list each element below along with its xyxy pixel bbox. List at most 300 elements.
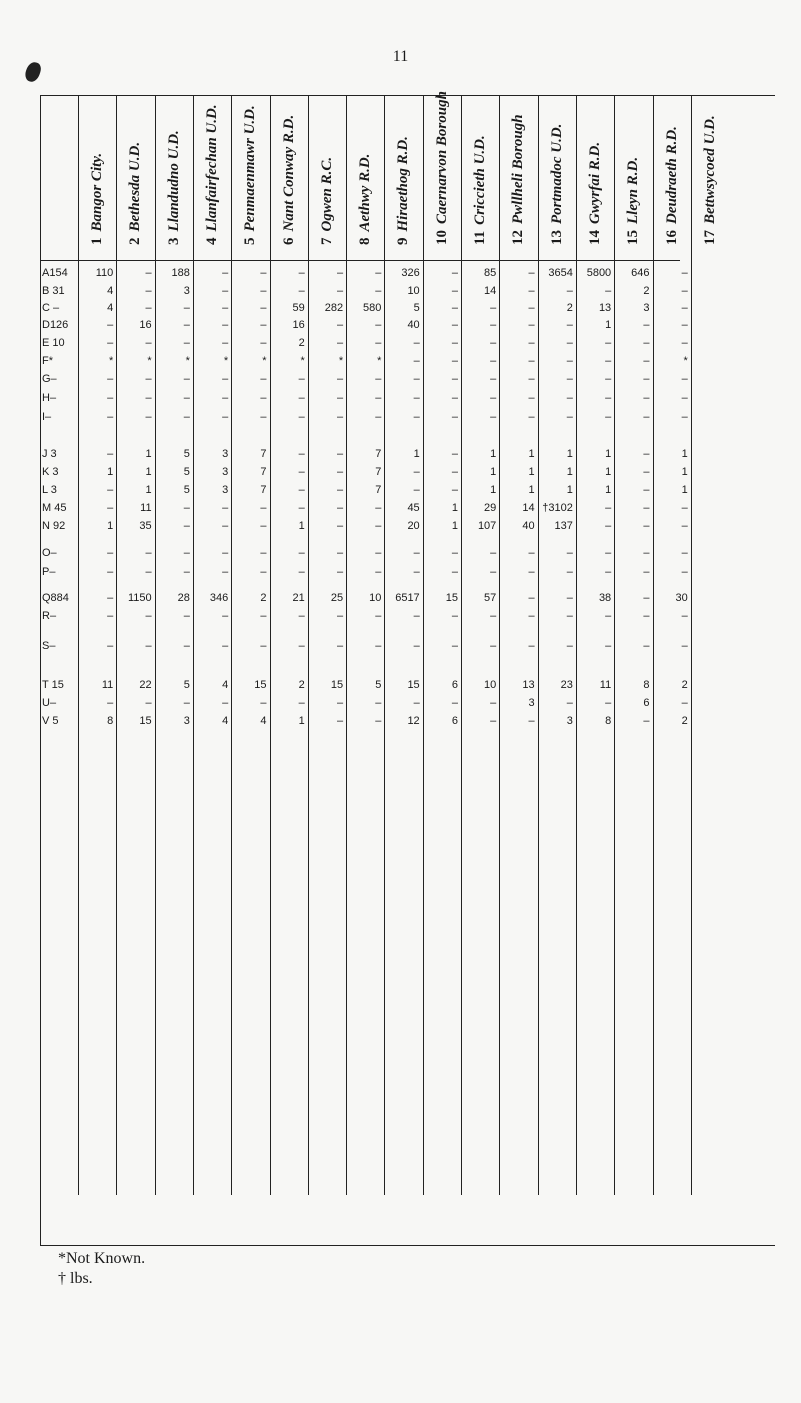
table-cell: – bbox=[107, 566, 114, 578]
table-cell: 1 bbox=[528, 484, 535, 496]
row-label: E 10 bbox=[42, 337, 65, 349]
table-cell: – bbox=[605, 566, 612, 578]
table-cell: – bbox=[375, 715, 382, 727]
table-cell: – bbox=[107, 411, 114, 423]
row-label: L 3 bbox=[42, 484, 57, 496]
table-cell: – bbox=[413, 392, 420, 404]
table-cell: 3 bbox=[183, 285, 190, 297]
column-number: 16 bbox=[663, 230, 680, 245]
table-cell: – bbox=[375, 502, 382, 514]
row-label: R– bbox=[42, 610, 57, 622]
column-rule bbox=[691, 95, 692, 1195]
table-cell: – bbox=[183, 337, 190, 349]
table-cell: – bbox=[566, 610, 573, 622]
table-cell: * bbox=[338, 355, 344, 367]
table-cell: – bbox=[298, 285, 305, 297]
table-cell: – bbox=[643, 640, 650, 652]
column-name: Caernarvon Borough bbox=[433, 91, 450, 224]
table-cell: 11 bbox=[599, 679, 612, 691]
table-cell: – bbox=[222, 547, 229, 559]
table-cell: 1 bbox=[605, 484, 612, 496]
table-cell: 4 bbox=[222, 715, 229, 727]
table-cell: 1 bbox=[490, 466, 497, 478]
table-cell: – bbox=[145, 640, 152, 652]
table-cell: – bbox=[490, 392, 497, 404]
column-name: Gwyrfai R.D. bbox=[586, 141, 603, 224]
table-cell: – bbox=[260, 267, 267, 279]
table-cell: – bbox=[681, 373, 688, 385]
table-cell: – bbox=[490, 355, 497, 367]
table-cell: – bbox=[222, 610, 229, 622]
table-cell: – bbox=[413, 355, 420, 367]
table-cell: 3 bbox=[183, 715, 190, 727]
column-name: Lleyn R.D. bbox=[625, 156, 642, 224]
table-cell: * bbox=[185, 355, 190, 367]
table-cell: 1 bbox=[451, 502, 458, 514]
table-cell: – bbox=[413, 484, 420, 496]
table-cell: – bbox=[260, 337, 267, 349]
table-cell: 1 bbox=[298, 715, 305, 727]
table-cell: 6 bbox=[643, 697, 650, 709]
column-header bbox=[280, 115, 298, 245]
table-cell: 5 bbox=[183, 466, 190, 478]
table-cell: – bbox=[490, 337, 497, 349]
column-name: Bettwsycoed U.D. bbox=[701, 115, 718, 224]
table-cell: – bbox=[298, 411, 305, 423]
table-cell: 1 bbox=[605, 448, 612, 460]
table-cell: – bbox=[336, 392, 344, 404]
table-cell: 28 bbox=[177, 592, 190, 604]
table-cell: – bbox=[643, 411, 650, 423]
row-label: B 31 bbox=[42, 285, 65, 297]
table-cell: – bbox=[298, 566, 305, 578]
table-cell: 10 bbox=[484, 679, 497, 691]
table-cell: – bbox=[298, 502, 305, 514]
table-cell: – bbox=[336, 520, 344, 532]
table-cell: – bbox=[643, 520, 650, 532]
table-cell: 11 bbox=[140, 502, 152, 514]
table-cell: – bbox=[298, 547, 305, 559]
table-cell: 326 bbox=[401, 267, 420, 279]
table-cell: – bbox=[260, 520, 267, 532]
table-cell: 110 bbox=[95, 267, 114, 279]
table-cell: – bbox=[107, 502, 114, 514]
column-number: 11 bbox=[472, 230, 488, 245]
table-cell: – bbox=[336, 484, 344, 496]
table-cell: – bbox=[451, 355, 458, 367]
table-cell: – bbox=[490, 715, 497, 727]
table-cell: – bbox=[336, 640, 344, 652]
table-cell: – bbox=[222, 566, 229, 578]
table-cell: 11 bbox=[101, 679, 114, 691]
table-cell: – bbox=[260, 319, 267, 331]
table-cell: 7 bbox=[260, 448, 267, 460]
table-cell: 1 bbox=[413, 448, 420, 460]
table-cell: 2 bbox=[298, 337, 305, 349]
table-cell: – bbox=[260, 697, 267, 709]
table-cell: – bbox=[222, 697, 229, 709]
table-cell: – bbox=[413, 547, 420, 559]
table-cell: 1 bbox=[145, 448, 152, 460]
row-label: P– bbox=[42, 566, 56, 578]
table-cell: – bbox=[605, 411, 612, 423]
table-cell: 2 bbox=[566, 302, 573, 314]
table-cell: – bbox=[451, 566, 458, 578]
table-cell: – bbox=[451, 319, 458, 331]
row-label: Q884 bbox=[42, 592, 69, 604]
table-cell: 4 bbox=[107, 302, 114, 314]
table-cell: * bbox=[147, 355, 152, 367]
footnote-not-known: *Not Known. bbox=[58, 1250, 146, 1267]
table-cell: 1 bbox=[451, 520, 458, 532]
column-number: 3 bbox=[165, 237, 182, 245]
table-cell: – bbox=[566, 373, 573, 385]
table-cell: – bbox=[375, 610, 382, 622]
column-number: 15 bbox=[625, 230, 642, 245]
table-cell: – bbox=[183, 411, 190, 423]
column-name: Pwllheli Borough bbox=[510, 114, 527, 224]
table-cell: 5 bbox=[183, 679, 190, 691]
table-cell: – bbox=[107, 592, 114, 604]
table-cell: – bbox=[681, 302, 688, 314]
table-cell: 1 bbox=[528, 448, 535, 460]
table-cell: – bbox=[336, 697, 344, 709]
table-cell: – bbox=[528, 547, 535, 559]
table-cell: – bbox=[681, 411, 688, 423]
table-cell: 3 bbox=[222, 466, 229, 478]
table-cell: – bbox=[375, 640, 382, 652]
footnote-lbs: † lbs. bbox=[58, 1270, 93, 1287]
table-cell: 20 bbox=[407, 520, 420, 532]
table-cell: 16 bbox=[292, 319, 305, 331]
table-cell: 10 bbox=[407, 285, 420, 297]
table-cell: – bbox=[490, 547, 497, 559]
column-number: 9 bbox=[395, 237, 412, 245]
table-cell: – bbox=[643, 319, 650, 331]
table-cell: – bbox=[490, 640, 497, 652]
table-cell: – bbox=[183, 373, 190, 385]
table-cell: – bbox=[681, 610, 688, 622]
table-cell: 3 bbox=[222, 484, 229, 496]
table-cell: – bbox=[490, 697, 497, 709]
table-cell: 2 bbox=[260, 592, 267, 604]
table-cell: – bbox=[260, 547, 267, 559]
table-cell: 45 bbox=[407, 502, 420, 514]
column-name: Aethwy R.D. bbox=[357, 153, 374, 232]
row-label: H– bbox=[42, 392, 57, 404]
table-cell: – bbox=[107, 448, 114, 460]
table-cell: 1 bbox=[490, 484, 497, 496]
table-cell: 5 bbox=[413, 302, 420, 314]
column-number: 5 bbox=[242, 237, 259, 245]
table-cell: 8 bbox=[643, 679, 650, 691]
table-cell: – bbox=[643, 502, 650, 514]
table-cell: – bbox=[643, 484, 650, 496]
table-cell: – bbox=[528, 337, 535, 349]
table-cell: – bbox=[528, 640, 535, 652]
table-cell: 22 bbox=[139, 679, 152, 691]
table-cell: 6 bbox=[451, 715, 458, 727]
table-cell: 85 bbox=[484, 267, 497, 279]
table-cell: – bbox=[643, 610, 650, 622]
column-number: 2 bbox=[127, 237, 144, 245]
table-cell: – bbox=[566, 392, 573, 404]
table-cell: – bbox=[107, 319, 114, 331]
table-cell: – bbox=[260, 285, 267, 297]
table-cell: 35 bbox=[139, 520, 152, 532]
table-cell: – bbox=[566, 547, 573, 559]
table-cell: – bbox=[222, 502, 229, 514]
column-header bbox=[663, 115, 681, 245]
table-cell: – bbox=[145, 285, 152, 297]
table-cell: – bbox=[336, 337, 344, 349]
table-cell: * bbox=[223, 355, 229, 367]
table-cell: – bbox=[260, 640, 267, 652]
table-cell: – bbox=[336, 319, 344, 331]
table-cell: 2 bbox=[298, 679, 305, 691]
table-cell: – bbox=[681, 502, 688, 514]
column-header bbox=[624, 115, 642, 245]
table-cell: – bbox=[222, 337, 229, 349]
table-cell: – bbox=[605, 610, 612, 622]
table-cell: – bbox=[375, 547, 382, 559]
table-cell: – bbox=[336, 715, 344, 727]
table-cell: 6517 bbox=[395, 592, 420, 604]
table-cell: 3 bbox=[643, 302, 650, 314]
row-label: J 3 bbox=[42, 448, 57, 460]
table-cell: – bbox=[145, 373, 152, 385]
table-cell: 7 bbox=[375, 484, 382, 496]
table-cell: – bbox=[298, 484, 305, 496]
table-cell: – bbox=[490, 411, 497, 423]
table-cell: – bbox=[643, 392, 650, 404]
table-cell: – bbox=[451, 411, 458, 423]
table-cell: – bbox=[183, 697, 190, 709]
table-cell: – bbox=[528, 267, 535, 279]
table-cell: – bbox=[375, 392, 382, 404]
table-cell: – bbox=[643, 566, 650, 578]
row-label: S– bbox=[42, 640, 56, 652]
table-cell: * bbox=[300, 355, 305, 367]
table-cell: 1 bbox=[107, 466, 114, 478]
page-number: 11 bbox=[392, 48, 409, 65]
table-cell: * bbox=[683, 355, 688, 367]
table-cell: – bbox=[222, 302, 229, 314]
column-name: Nant Conway R.D. bbox=[280, 114, 297, 232]
table-cell: – bbox=[298, 448, 305, 460]
table-cell: – bbox=[183, 520, 190, 532]
table-cell: 30 bbox=[675, 592, 688, 604]
table-cell: – bbox=[375, 319, 382, 331]
row-label: T 15 bbox=[42, 679, 64, 691]
table-cell: 1 bbox=[145, 466, 152, 478]
table-cell: – bbox=[336, 566, 344, 578]
row-label: I– bbox=[42, 411, 52, 423]
table-cell: – bbox=[605, 502, 612, 514]
table-cell: 4 bbox=[222, 679, 229, 691]
table-cell: – bbox=[681, 267, 688, 279]
table-cell: – bbox=[145, 337, 152, 349]
table-cell: 107 bbox=[477, 520, 497, 532]
column-number: 1 bbox=[89, 237, 105, 245]
table-cell: 16 bbox=[139, 319, 152, 331]
table-cell: – bbox=[451, 448, 458, 460]
column-number: 10 bbox=[433, 230, 450, 245]
table-cell: 38 bbox=[598, 592, 612, 604]
row-label: F* bbox=[42, 355, 53, 367]
table-cell: – bbox=[451, 640, 458, 652]
table-cell: – bbox=[528, 319, 535, 331]
table-cell: – bbox=[298, 640, 305, 652]
table-cell: – bbox=[145, 411, 152, 423]
table-cell: – bbox=[528, 566, 535, 578]
table-cell: 23 bbox=[560, 679, 573, 691]
table-cell: – bbox=[222, 267, 229, 279]
table-cell: – bbox=[375, 520, 382, 532]
table-cell: 59 bbox=[292, 302, 305, 314]
table-cell: 1 bbox=[298, 520, 305, 532]
table-cell: – bbox=[528, 715, 535, 727]
table-cell: – bbox=[183, 547, 190, 559]
table-cell: – bbox=[605, 697, 612, 709]
column-header bbox=[165, 115, 183, 245]
table-cell: 3654 bbox=[548, 267, 573, 279]
table-cell: – bbox=[260, 610, 267, 622]
table-cell: 1 bbox=[566, 448, 573, 460]
table-cell: – bbox=[681, 697, 688, 709]
table-cell: – bbox=[605, 640, 612, 652]
table-cell: – bbox=[183, 566, 190, 578]
table-cell: – bbox=[528, 285, 535, 297]
table-cell: – bbox=[107, 547, 114, 559]
table-cell: 1 bbox=[490, 448, 497, 460]
table-cell: 10 bbox=[369, 592, 382, 604]
table-cell: – bbox=[336, 466, 344, 478]
table-cell: – bbox=[260, 373, 267, 385]
table-cell: 2 bbox=[681, 679, 688, 691]
table-cell: – bbox=[643, 592, 650, 604]
table-cell: – bbox=[107, 697, 114, 709]
table-cell: – bbox=[490, 566, 497, 578]
column-number: 4 bbox=[203, 237, 220, 245]
table-cell: 1 bbox=[681, 448, 688, 460]
table-cell: – bbox=[528, 392, 535, 404]
table-cell: – bbox=[451, 302, 458, 314]
table-cell: – bbox=[566, 592, 573, 604]
table-cell: – bbox=[336, 502, 344, 514]
table-cell: – bbox=[490, 610, 497, 622]
table-cell: – bbox=[566, 566, 573, 578]
table-cell: – bbox=[413, 466, 420, 478]
table-cell: 1150 bbox=[127, 592, 152, 604]
table-cell: – bbox=[298, 466, 305, 478]
table-cell: – bbox=[413, 337, 420, 349]
table-cell: 15 bbox=[254, 679, 267, 691]
table-cell: – bbox=[336, 411, 344, 423]
table-cell: * bbox=[262, 355, 267, 367]
table-cell: – bbox=[681, 547, 688, 559]
table-cell: 1 bbox=[107, 520, 114, 532]
table-cell: 15 bbox=[407, 679, 420, 691]
table-cell: – bbox=[413, 411, 420, 423]
table-cell: – bbox=[375, 566, 382, 578]
table-cell: – bbox=[298, 610, 305, 622]
table-cell: – bbox=[490, 373, 497, 385]
table-cell: 25 bbox=[330, 592, 344, 604]
table-cell: – bbox=[336, 448, 344, 460]
column-name: Portmadoc U.D. bbox=[548, 123, 565, 224]
row-label: K 3 bbox=[42, 466, 59, 478]
table-cell: – bbox=[298, 697, 305, 709]
table-cell: – bbox=[145, 267, 152, 279]
table-cell: – bbox=[451, 466, 458, 478]
table-cell: – bbox=[413, 640, 420, 652]
table-cell: – bbox=[183, 392, 190, 404]
column-number: 8 bbox=[357, 237, 374, 245]
table-cell: – bbox=[566, 319, 573, 331]
table-cell: – bbox=[681, 319, 688, 331]
table-cell: – bbox=[260, 566, 267, 578]
table-cell: – bbox=[375, 337, 382, 349]
table-cell: 6 bbox=[451, 679, 458, 691]
table-cell: – bbox=[298, 267, 305, 279]
table-cell: – bbox=[566, 411, 573, 423]
table-cell: – bbox=[643, 355, 650, 367]
table-cell: 1 bbox=[145, 484, 152, 496]
table-cell: – bbox=[107, 337, 114, 349]
table-cell: – bbox=[336, 285, 344, 297]
table-cell: – bbox=[375, 267, 382, 279]
table-cell: – bbox=[222, 392, 229, 404]
table-cell: 1 bbox=[681, 484, 688, 496]
table-cell: 21 bbox=[292, 592, 305, 604]
column-header bbox=[548, 115, 566, 245]
table-cell: 188 bbox=[171, 267, 190, 279]
table-cell: – bbox=[336, 373, 344, 385]
table-cell: 13 bbox=[522, 679, 535, 691]
table-cell: – bbox=[605, 520, 612, 532]
header-bottom-rule bbox=[40, 260, 680, 261]
table-cell: 2 bbox=[681, 715, 688, 727]
table-cell: 5 bbox=[375, 679, 382, 691]
table-cell: – bbox=[413, 697, 420, 709]
table-cell: – bbox=[681, 392, 688, 404]
table-cell: – bbox=[183, 502, 190, 514]
table-cell: 580 bbox=[363, 302, 382, 314]
table-cell: – bbox=[605, 392, 612, 404]
table-cell: – bbox=[566, 337, 573, 349]
table-cell: 7 bbox=[260, 484, 267, 496]
table-cell: – bbox=[145, 547, 152, 559]
table-cell: 5 bbox=[183, 448, 190, 460]
table-cell: – bbox=[183, 610, 190, 622]
table-cell: – bbox=[566, 697, 573, 709]
table-cell: – bbox=[145, 697, 152, 709]
table-cell: – bbox=[605, 547, 612, 559]
table-cell: – bbox=[107, 484, 114, 496]
row-label: V 5 bbox=[42, 715, 59, 727]
column-name: Llandudno U.D. bbox=[165, 130, 182, 232]
row-label: G– bbox=[42, 373, 57, 385]
table-cell: – bbox=[643, 466, 650, 478]
table-cell: – bbox=[375, 411, 382, 423]
row-label: O– bbox=[42, 547, 57, 559]
table-cell: – bbox=[605, 337, 612, 349]
table-cell: 57 bbox=[484, 592, 497, 604]
table-cell: – bbox=[451, 392, 458, 404]
column-number: 6 bbox=[280, 237, 297, 245]
table-cell: 4 bbox=[107, 285, 114, 297]
